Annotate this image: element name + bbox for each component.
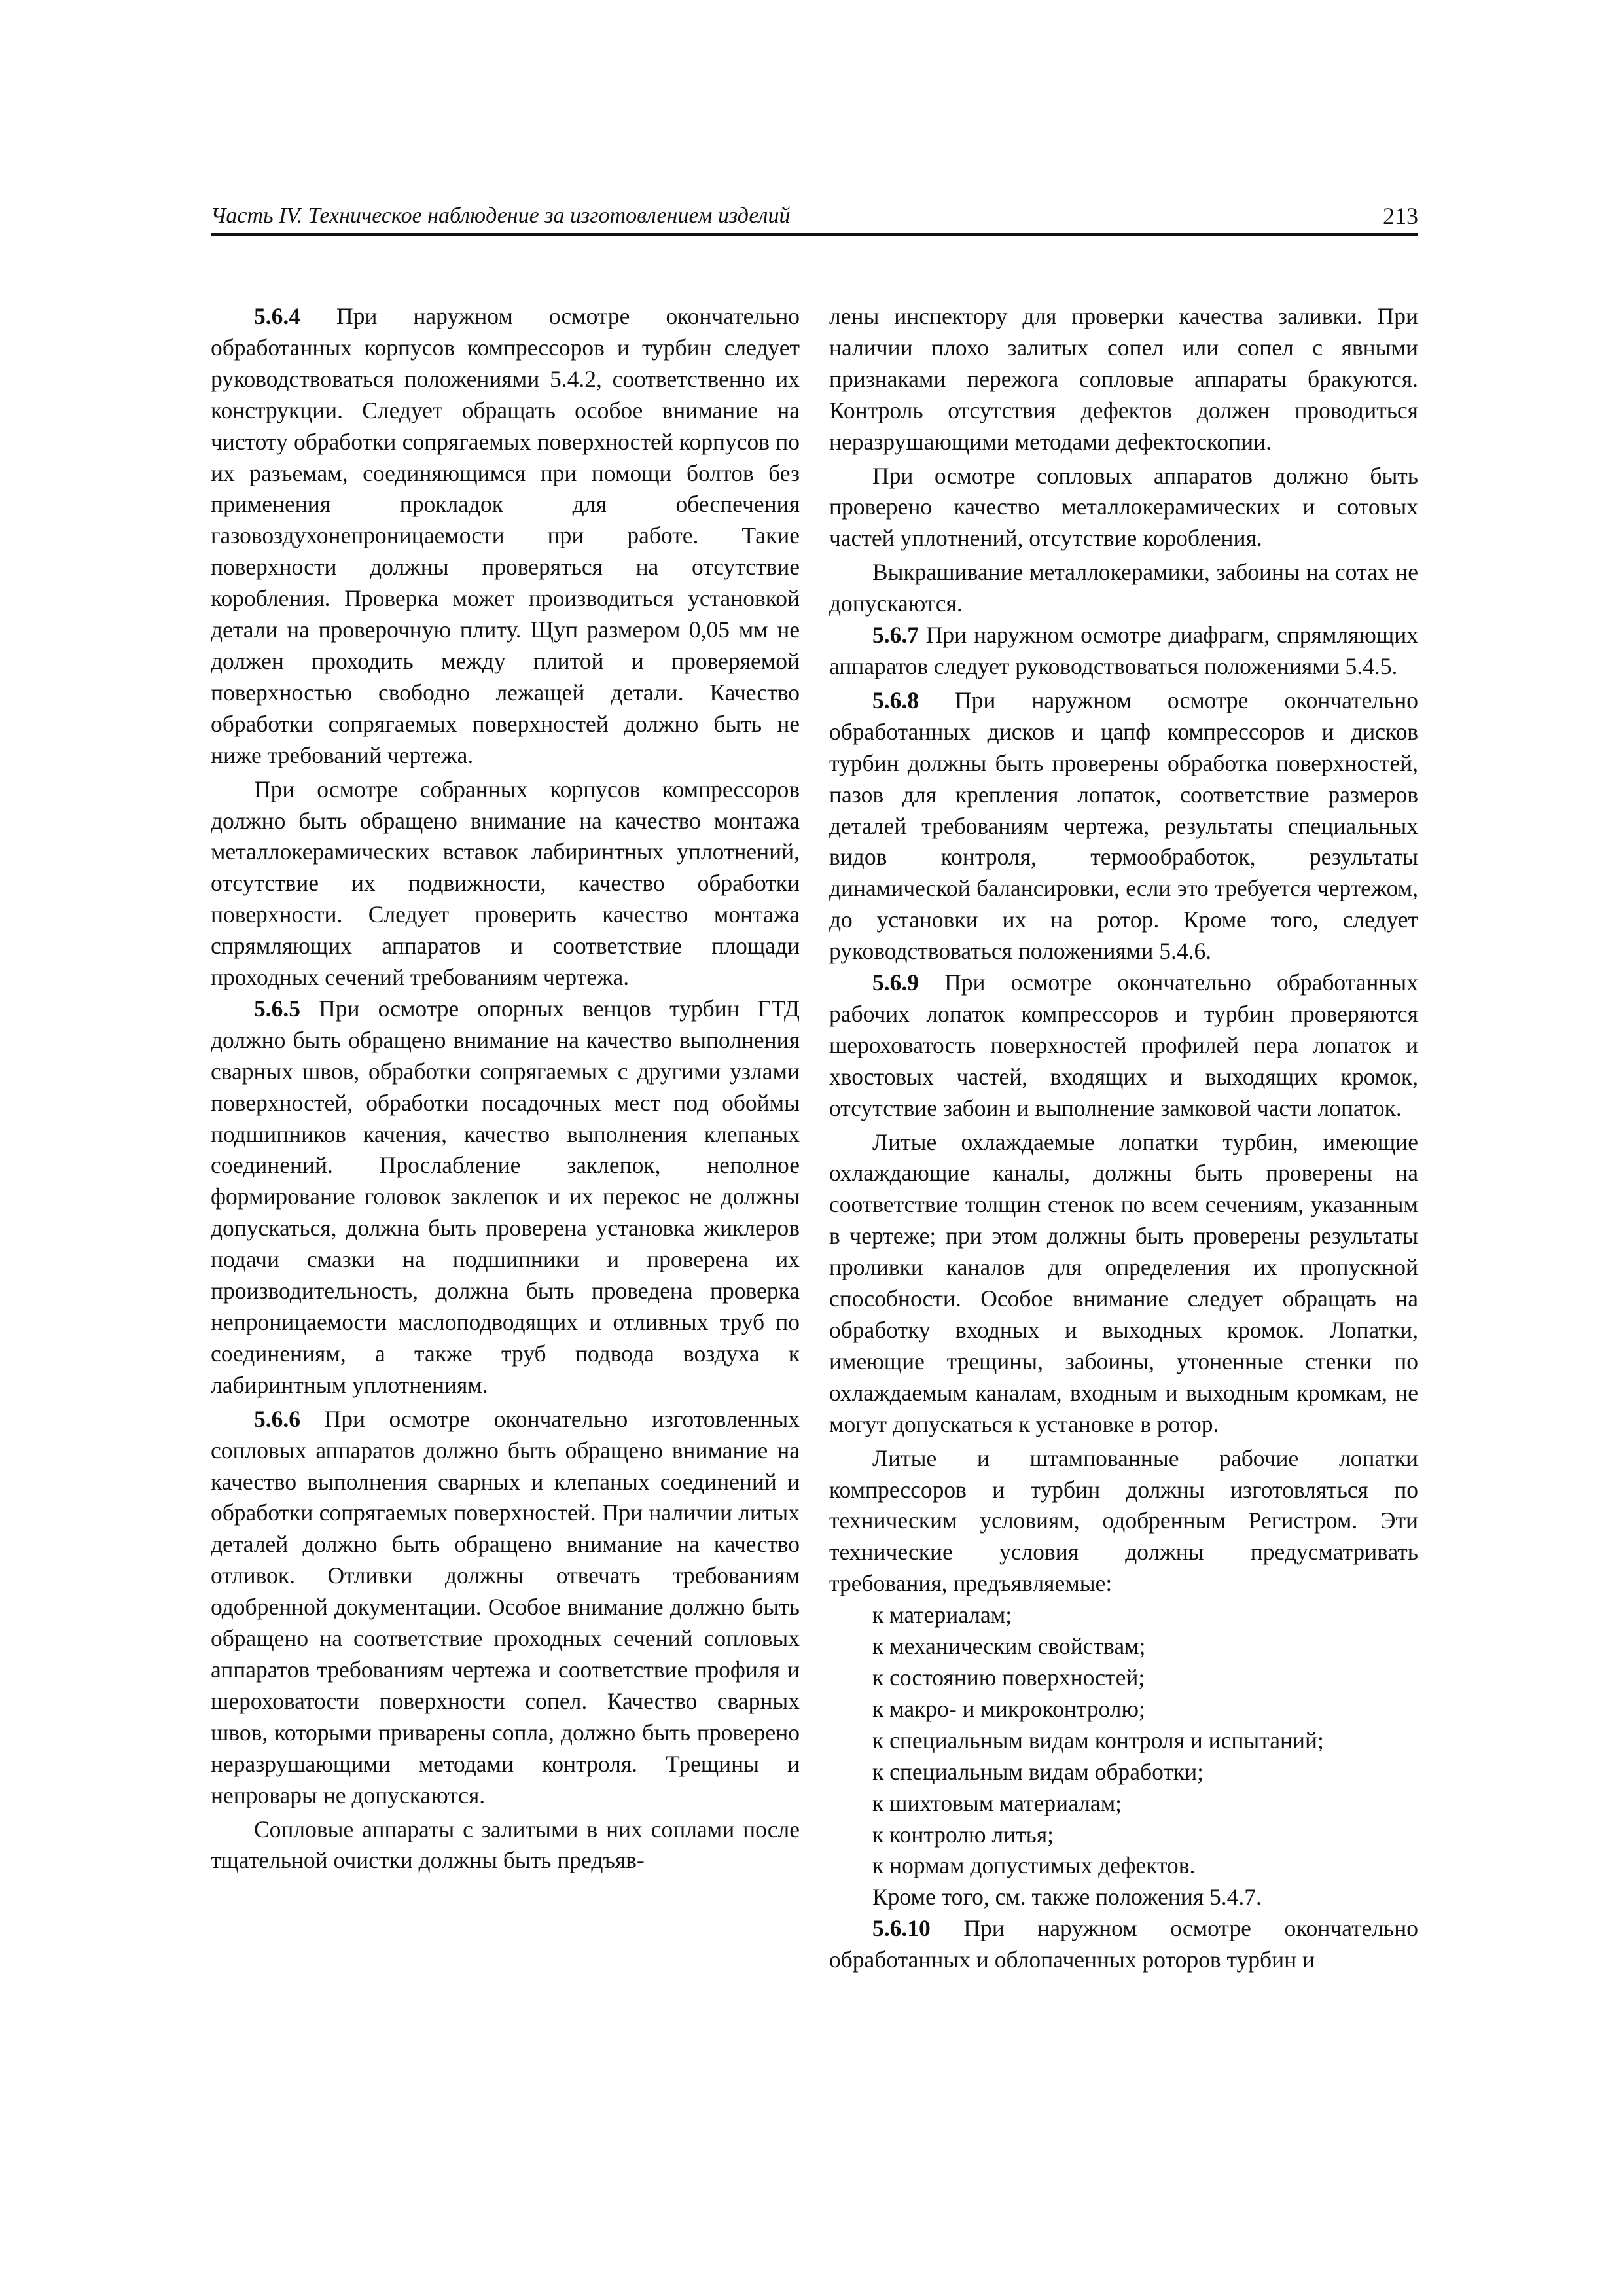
right-column xyxy=(829,301,1418,1976)
section-number: 5.6.7 xyxy=(872,622,919,649)
list-item: к шихтовым материалам; xyxy=(872,1789,1122,1816)
section-number: 5.6.8 xyxy=(872,687,919,713)
paragraph: Литые охлаждаемые лопатки турбин, имеющие охлаждающие каналы, должны быть проверены на соответствие толщин стенок по всем сечениям, указанным в чертеже; при этом должны быть проверены результаты проливки каналов для определения их пропускной способности. Особое внимание следует обращать на обработку входных и выходных кромок. Лопатки, имеющие трещины, забоины, утоненные стенки по охлаждаемым каналам, входным и выходным кромкам, не могут допускаться к установке в ротор. xyxy=(829,1128,1418,1437)
paragraph: Кроме того, см. также положения 5.4.7. xyxy=(872,1884,1262,1910)
paragraph-text: При осмотре опорных венцов турбин ГТД должно быть обращено внимание на качество выполнения сварных швов, обработки сопрягаемых с другими узлами поверхностей, обработки посадочных мест под обоймы подшипников качения, качество выполнения клепаных соединений. Прослабление заклепок, неполное формирование головок заклепок и их перекос не должны допускаться, должна быть проверена установка жиклеров подачи смазки на подшипники и проверена их производительность, должна быть проведена проверка непроницаемости маслоподводящих и отливных труб по соединениям, а также труб подвода воздуха к лабиринтным уплотнениям. xyxy=(211,995,800,1398)
list-item: к макро- и микроконтролю; xyxy=(872,1695,1145,1722)
section-number: 5.6.4 xyxy=(254,303,300,329)
paragraph-text: При наружном осмотре окончательно обработанных корпусов компрессоров и турбин следует руководствоваться положениями 5.4.2, соответственно их конструкции. Следует обращать особое внимание на чистоту обработки сопрягаемых поверхностей корпусов по их разъемам, соединяющимся при помощи болтов без применения прокладок для обеспечения газовоздухонепроницаемости при работе. Такие поверхности должны проверяться на отсутствие коробления. Проверка может производиться установкой детали на проверочную плиту. Щуп размером 0,05 мм не должен проходить между плитой и проверяемой поверхностью свободно лежащей детали. Качество обработки сопрягаемых поверхностей должно быть не ниже требований чертежа. xyxy=(211,303,800,768)
left-column xyxy=(211,301,800,1876)
running-header xyxy=(211,196,1418,236)
paragraph-text: При наружном осмотре окончательно обработанных и облопаченных роторов турбин и xyxy=(829,1915,1418,1973)
list-item: к материалам; xyxy=(872,1602,1012,1628)
requirements-list xyxy=(829,1600,1418,1882)
paragraph: Сопловые аппараты с залитыми в них соплами после тщательной очистки должны быть предъяв- xyxy=(211,1816,800,1874)
paragraph-5-6-4 xyxy=(211,301,800,772)
paragraph-5-6-8 xyxy=(829,685,1418,967)
header-title: Часть IV. Техническое наблюдение за изготовлением изделий xyxy=(211,204,791,228)
paragraph: Выкрашивание металлокерамики, забоины на сотах не допускаются. xyxy=(829,559,1418,617)
paragraph-5-6-5 xyxy=(211,994,800,1401)
paragraph-text: При осмотре окончательно изготовленных сопловых аппаратов должно быть обращено внимание на качество выполнения сварных и клепаных соединений и обработки сопрягаемых поверхностей. При наличии литых деталей должно быть обращено внимание на качество отливок. Отливки должны отвечать требованиям одобренной документации. Особое внимание должно быть обращено на соответствие проходных сечений сопловых аппаратов требованиям чертежа и соответствие профиля и шероховатости поверхности сопел. Качество сварных швов, которыми приварены сопла, должно быть проверено неразрушающими методами контроля. Трещины и непровары не допускаются. xyxy=(211,1405,800,1808)
paragraph: При осмотре сопловых аппаратов должно быть проверено качество металлокерамических и сотовых частей уплотнений, отсутствие коробления. xyxy=(829,462,1418,552)
paragraph-text: При наружном осмотре окончательно обработанных дисков и цапф компрессоров и дисков турбин должны быть проверены обработка поверхностей, пазов для крепления лопаток, соответствие размеров деталей требованиям чертежа, результаты специальных видов контроля, термообработок, результаты динамической балансировки, если это требуется чертежом, до установки их на ротор. Кроме того, следует руководствоваться положениями 5.4.6. xyxy=(829,687,1418,965)
page-number: 213 xyxy=(1383,203,1418,229)
paragraph-text: При наружном осмотре диафрагм, спрямляющих аппаратов следует руководствоваться положениями 5.4.5. xyxy=(829,622,1418,679)
section-number: 5.6.10 xyxy=(872,1915,931,1942)
list-item: к нормам допустимых дефектов. xyxy=(872,1852,1196,1879)
paragraph-5-6-7 xyxy=(829,620,1418,683)
list-item: к состоянию поверхностей; xyxy=(872,1664,1145,1691)
list-item: к специальным видам обработки; xyxy=(872,1758,1204,1785)
section-number: 5.6.5 xyxy=(254,995,300,1022)
paragraph-continued: лены инспектору для проверки качества заливки. При наличии плохо залитых сопел или сопел с явными признаками пережога сопловые аппараты бракуются. Контроль отсутствия дефектов должен проводиться неразрушающими методами дефектоскопии. xyxy=(829,303,1418,455)
section-number: 5.6.6 xyxy=(254,1405,300,1432)
paragraph-5-6-9 xyxy=(829,967,1418,1124)
list-item: к механическим свойствам; xyxy=(872,1633,1146,1660)
paragraph: При осмотре собранных корпусов компрессоров должно быть обращено внимание на качество монтажа металлокерамических вставок лабиринтных уплотнений, отсутствие их подвижности, качество обработки поверхности. Следует проверить качество монтажа спрямляющих аппаратов и соответствие площади проходных сечений требованиям чертежа. xyxy=(211,776,800,991)
paragraph-5-6-6 xyxy=(211,1404,800,1812)
paragraph: Литые и штампованные рабочие лопатки компрессоров и турбин должны изготовляться по техническим условиям, одобренным Регистром. Эти технические условия должны предусматривать требования, предъявляемые: xyxy=(829,1444,1418,1597)
list-item: к контролю литья; xyxy=(872,1821,1054,1848)
paragraph-5-6-10 xyxy=(829,1913,1418,1976)
list-item: к специальным видам контроля и испытаний; xyxy=(872,1727,1324,1753)
paragraph-text: При осмотре окончательно обработанных рабочих лопаток компрессоров и турбин проверяются шероховатость поверхностей профилей пера лопаток и хвостовых частей, входящих и выходящих кромок, отсутствие забоин и выполнение замковой части лопаток. xyxy=(829,969,1418,1121)
section-number: 5.6.9 xyxy=(872,969,919,996)
